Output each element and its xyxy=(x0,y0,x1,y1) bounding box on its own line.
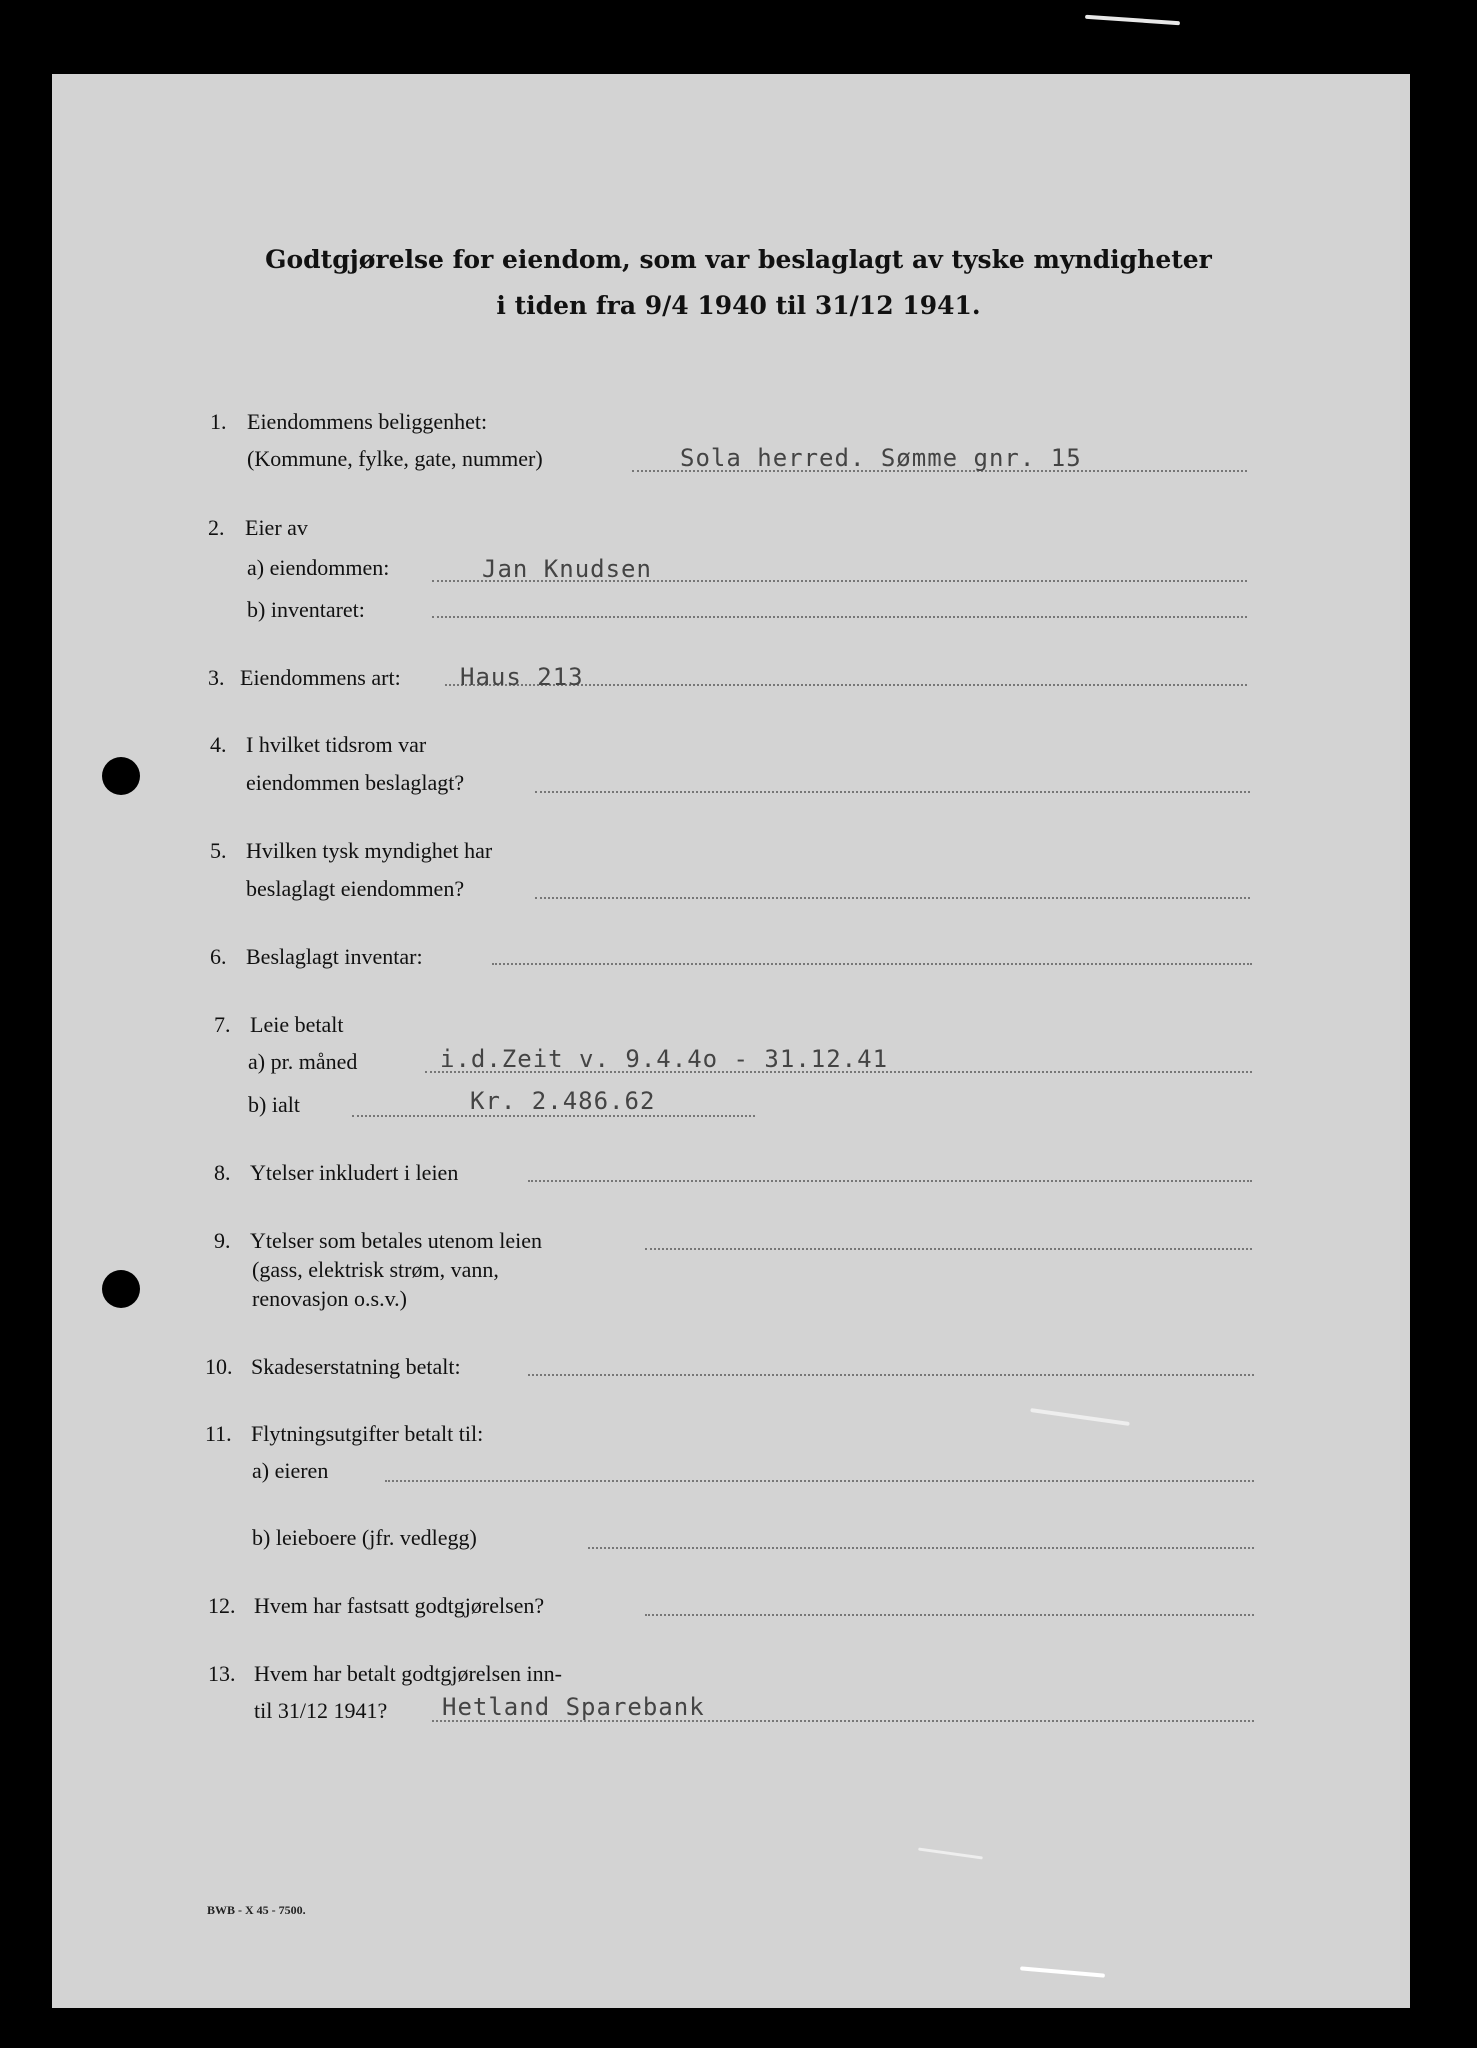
answer-line xyxy=(535,791,1250,793)
answer-line xyxy=(645,1248,1252,1250)
typed-answer: Sola herred. Sømme gnr. 15 xyxy=(680,444,1082,472)
form-title-line2: i tiden fra 9/4 1940 til 31/12 1941. xyxy=(496,291,981,320)
item-number: 11. xyxy=(205,1421,232,1446)
item-label: Hvem har fastsatt godtgjørelsen? xyxy=(254,1593,545,1618)
item-label: Eiendommens beliggenhet: xyxy=(247,409,488,434)
item-label: Skadeserstatning betalt: xyxy=(251,1354,461,1379)
answer-line xyxy=(528,1374,1254,1376)
item-number: 4. xyxy=(210,732,227,757)
answer-line xyxy=(588,1547,1254,1549)
item-label: Leie betalt xyxy=(250,1012,344,1037)
item-sublabel: til 31/12 1941? xyxy=(254,1698,388,1723)
item-label: Hvilken tysk myndighet har xyxy=(246,838,493,863)
item-sublabel: b) leieboere (jfr. vedlegg) xyxy=(252,1525,477,1550)
item-sublabel: (gass, elektrisk strøm, vann, xyxy=(252,1257,499,1282)
item-label: Flytningsutgifter betalt til: xyxy=(251,1421,484,1446)
item-label: I hvilket tidsrom var xyxy=(246,732,427,757)
item-number: 8. xyxy=(214,1160,231,1185)
typed-answer: Haus 213 xyxy=(460,663,584,691)
item-number: 10. xyxy=(205,1354,233,1379)
punch-hole xyxy=(102,757,140,795)
answer-line xyxy=(432,616,1247,618)
item-number: 5. xyxy=(210,838,227,863)
item-label: Beslaglagt inventar: xyxy=(246,944,423,969)
item-number: 9. xyxy=(214,1228,231,1253)
item-label: Hvem har betalt godtgjørelsen inn- xyxy=(254,1661,562,1686)
answer-line xyxy=(385,1480,1254,1482)
typed-answer: Jan Knudsen xyxy=(482,555,652,583)
typed-answer: i.d.Zeit v. 9.4.4o - 31.12.41 xyxy=(440,1045,889,1073)
item-number: 3. xyxy=(208,665,225,690)
scan-mark xyxy=(1085,15,1180,26)
answer-line xyxy=(352,1115,755,1117)
item-number: 1. xyxy=(210,409,227,434)
item-label: Eiendommens art: xyxy=(240,665,401,690)
item-sublabel: a) eieren xyxy=(252,1458,329,1483)
answer-line xyxy=(535,897,1250,899)
typed-answer: Hetland Sparebank xyxy=(442,1693,705,1721)
item-number: 12. xyxy=(208,1593,236,1618)
typed-answer: Kr. 2.486.62 xyxy=(470,1087,656,1115)
item-sublabel: b) ialt xyxy=(248,1092,300,1117)
item-sublabel: (Kommune, fylke, gate, nummer) xyxy=(247,446,543,471)
item-label: Eier av xyxy=(245,515,308,540)
item-number: 2. xyxy=(208,515,225,540)
item-sublabel: beslaglagt eiendommen? xyxy=(246,876,465,901)
answer-line xyxy=(645,1614,1254,1616)
punch-hole xyxy=(102,1270,140,1308)
item-sublabel: b) inventaret: xyxy=(247,597,365,622)
form-title-line1: Godtgjørelse for eiendom, som var beslaglagt av tyske myndigheter xyxy=(265,245,1212,274)
item-number: 6. xyxy=(210,944,227,969)
print-code: BWB - X 45 - 7500. xyxy=(207,1903,306,1917)
item-number: 7. xyxy=(214,1012,231,1037)
item-number: 13. xyxy=(208,1661,236,1686)
item-sublabel: eiendommen beslaglagt? xyxy=(246,770,465,795)
item-sublabel: renovasjon o.s.v.) xyxy=(252,1286,407,1311)
item-sublabel: a) pr. måned xyxy=(248,1049,358,1074)
answer-line xyxy=(528,1180,1252,1182)
item-sublabel: a) eiendommen: xyxy=(247,555,390,580)
answer-line xyxy=(492,963,1252,965)
item-label: Ytelser inkludert i leien xyxy=(250,1160,459,1185)
item-label: Ytelser som betales utenom leien xyxy=(250,1228,543,1253)
